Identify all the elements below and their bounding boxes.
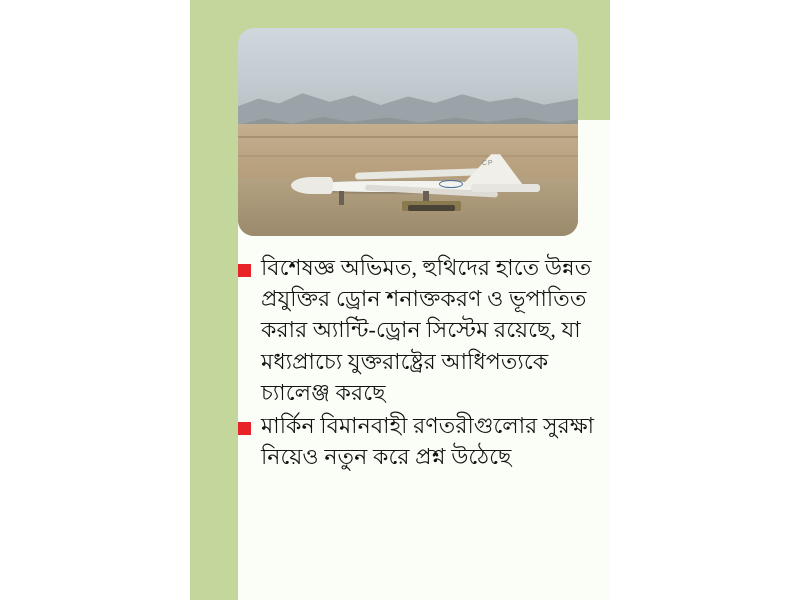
tail-marking-label: CP [481, 159, 494, 167]
list-item [238, 252, 610, 408]
bullet-text: মার্কিন বিমানবাহী রণতরীগুলোর সুরক্ষা নিয়েও নতুন করে প্রশ্ন উঠেছে [261, 413, 595, 470]
drone-aircraft [286, 149, 551, 220]
aircraft-roundel-icon [439, 180, 462, 188]
drone-photo [238, 28, 578, 236]
bullet-square-icon [238, 264, 251, 277]
ground-line-1 [238, 136, 578, 138]
drone-tail-boom [471, 184, 540, 192]
bullet-text: বিশেষজ্ঞ অভিমত, হুথিদের হাতে উন্নত প্রযুক্তির ড্রোন শনাক্তকরণ ও ভূপাতিত করার অ্যান্টি-ড্রোন সিস্টেম রয়েছে, যা মধ্যপ্রাচ্যে যুক্তরাষ্ট্রের আধিপত্যকে চ্যালেঞ্জ করছে [261, 255, 592, 405]
drone-landing-gear-front [339, 191, 344, 205]
ground-cart-shadow [408, 205, 456, 211]
drone-nose [291, 177, 333, 194]
drone-photo-frame [238, 28, 578, 236]
bullet-list [238, 252, 610, 475]
bullet-square-icon [238, 422, 251, 435]
list-item [238, 410, 610, 472]
left-green-band [190, 0, 238, 600]
